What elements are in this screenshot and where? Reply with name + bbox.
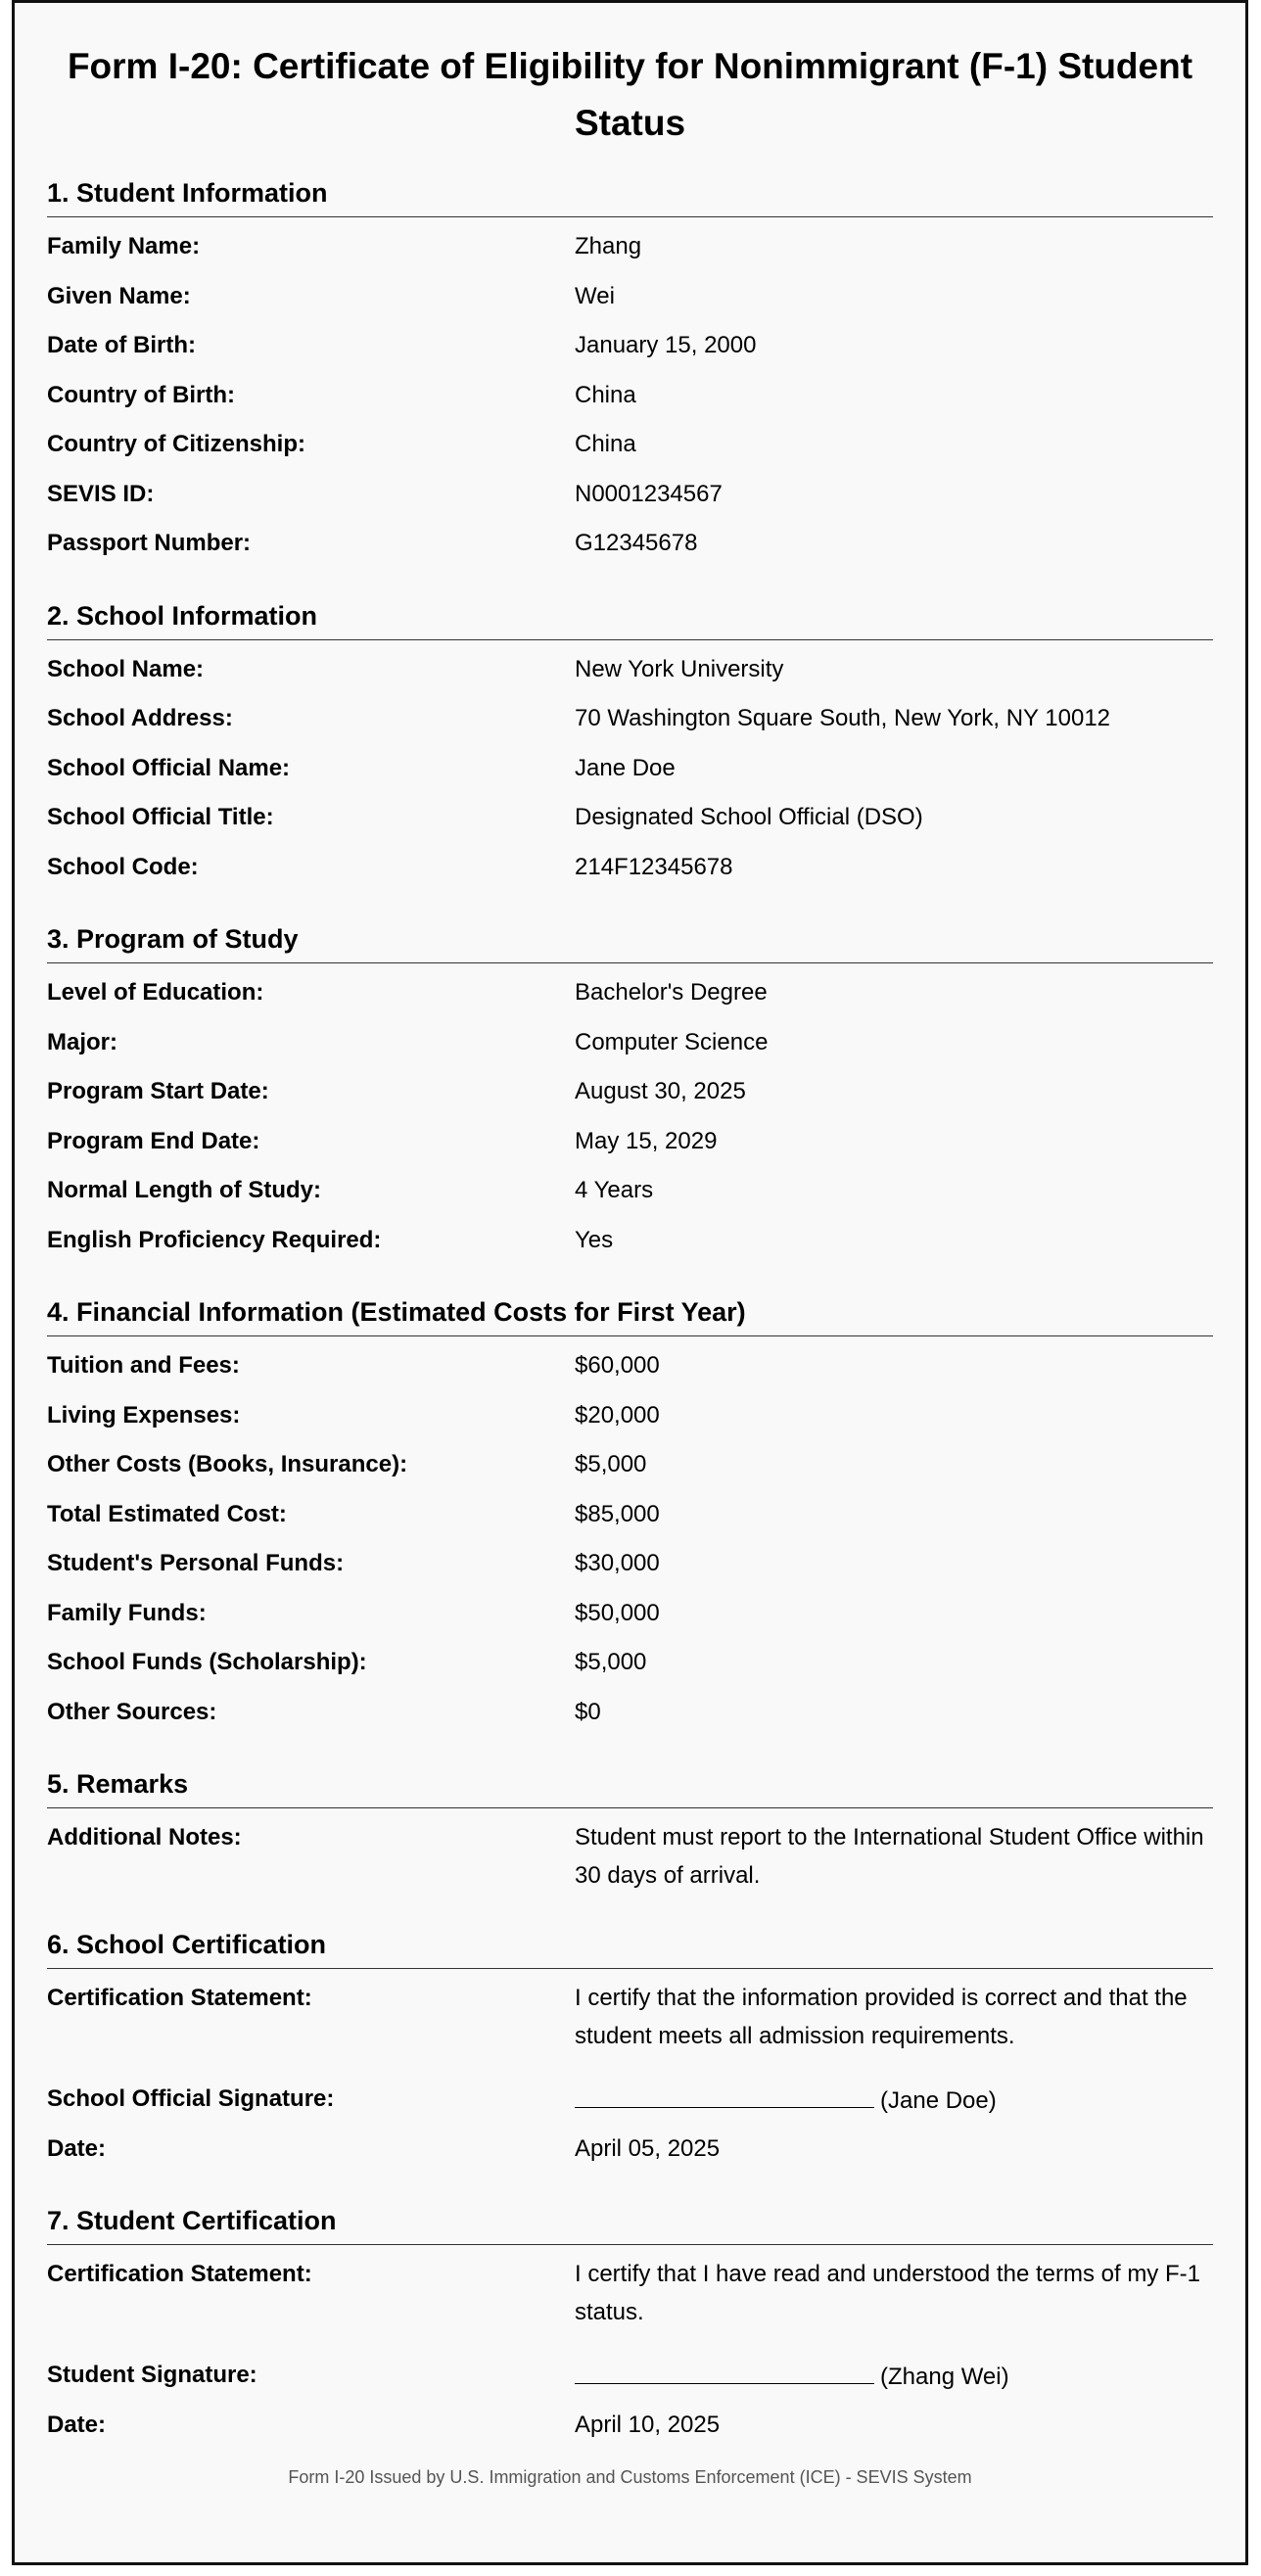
- field-label: Tuition and Fees:: [47, 1352, 240, 1379]
- field-label: SEVIS ID:: [47, 480, 155, 507]
- field-label: Level of Education:: [47, 979, 264, 1006]
- field-label: Certification Statement:: [47, 1985, 312, 2011]
- section-student-information: [47, 175, 1213, 574]
- signature-line: [575, 2356, 874, 2384]
- field-given-name: [47, 277, 1213, 327]
- field-value: $50,000: [575, 1599, 660, 1626]
- field-value: $5,000: [575, 1649, 647, 1675]
- field-value: Wei: [575, 282, 615, 309]
- field-student-certification-date: [47, 2406, 1213, 2456]
- field-value: May 15, 2029: [575, 1127, 718, 1154]
- field-label: Normal Length of Study:: [47, 1177, 321, 1203]
- signature-value: [575, 2080, 1213, 2120]
- field-label: School Official Title:: [47, 804, 274, 830]
- field-level-of-education: [47, 973, 1213, 1023]
- field-personal-funds: [47, 1544, 1213, 1594]
- signature-line: [575, 2080, 874, 2108]
- field-label: Date of Birth:: [47, 332, 196, 358]
- section-heading: 7. Student Certification: [47, 2203, 1213, 2245]
- section-heading: 2. School Information: [47, 598, 1213, 640]
- field-value: 70 Washington Square South, New York, NY 10012: [575, 705, 1111, 731]
- field-label: Certification Statement:: [47, 2261, 312, 2287]
- section-program-of-study: [47, 921, 1213, 1270]
- field-family-funds: [47, 1594, 1213, 1644]
- field-label: School Name:: [47, 655, 205, 682]
- section-heading: 3. Program of Study: [47, 921, 1213, 963]
- field-other-sources: [47, 1693, 1213, 1743]
- field-label: School Official Name:: [47, 754, 291, 781]
- field-passport-number: [47, 524, 1213, 574]
- section-heading: 5. Remarks: [47, 1766, 1213, 1808]
- field-value: Bachelor's Degree: [575, 979, 768, 1006]
- section-financial-information: [47, 1294, 1213, 1742]
- form-footer: Form I-20 Issued by U.S. Immigration and Customs Enforcement (ICE) - SEVIS System: [288, 2467, 972, 2487]
- form-title: Form I-20: Certificate of Eligibility for Nonimmigrant (F-1) Student Status: [67, 46, 1193, 143]
- field-value: G12345678: [575, 530, 698, 556]
- field-label: Passport Number:: [47, 530, 252, 556]
- field-label: Student Signature:: [47, 2362, 257, 2388]
- section-student-certification: [47, 2203, 1213, 2455]
- field-english-proficiency-required: [47, 1221, 1213, 1271]
- field-student-signature: [47, 2356, 1213, 2406]
- field-label: School Funds (Scholarship):: [47, 1649, 367, 1675]
- field-label: Family Funds:: [47, 1599, 207, 1626]
- section-remarks: [47, 1766, 1213, 1902]
- field-school-address: [47, 699, 1213, 749]
- field-label: Given Name:: [47, 282, 191, 309]
- signer-name: (Jane Doe): [880, 2087, 997, 2114]
- field-value: $85,000: [575, 1500, 660, 1527]
- field-program-end-date: [47, 1122, 1213, 1172]
- field-value: New York University: [575, 655, 784, 682]
- field-normal-length-of-study: [47, 1171, 1213, 1221]
- field-other-costs: [47, 1445, 1213, 1495]
- field-value: China: [575, 381, 636, 408]
- field-value: $60,000: [575, 1352, 660, 1379]
- signer-name: (Zhang Wei): [880, 2364, 1009, 2390]
- field-additional-notes: [47, 1818, 1213, 1902]
- field-value: China: [575, 431, 636, 457]
- field-school-funds: [47, 1643, 1213, 1693]
- field-value: I certify that the information provided is correct and that the student meets all admission requirements.: [575, 1985, 1188, 2049]
- field-label: Student's Personal Funds:: [47, 1550, 345, 1576]
- field-value: January 15, 2000: [575, 332, 757, 358]
- field-label: Family Name:: [47, 233, 201, 259]
- field-label: School Address:: [47, 705, 233, 731]
- field-value: Yes: [575, 1226, 614, 1253]
- field-label: Additional Notes:: [47, 1824, 242, 1850]
- field-value: April 10, 2025: [575, 2411, 721, 2438]
- section-heading: 6. School Certification: [47, 1927, 1213, 1969]
- field-school-name: [47, 650, 1213, 700]
- field-value: Jane Doe: [575, 754, 676, 781]
- field-value: Designated School Official (DSO): [575, 804, 923, 830]
- field-label: Country of Citizenship:: [47, 431, 305, 457]
- field-label: Country of Birth:: [47, 381, 235, 408]
- field-school-certification-statement: [47, 1979, 1213, 2080]
- field-value: I certify that I have read and understood the terms of my F-1 status.: [575, 2261, 1200, 2325]
- field-value: Zhang: [575, 233, 642, 259]
- field-value: $30,000: [575, 1550, 660, 1576]
- field-program-start-date: [47, 1072, 1213, 1122]
- field-total-estimated-cost: [47, 1495, 1213, 1545]
- field-label: English Proficiency Required:: [47, 1226, 382, 1253]
- field-value: Student must report to the International Student Office within 30 days of arrival.: [575, 1824, 1204, 1889]
- field-label: Total Estimated Cost:: [47, 1500, 287, 1527]
- field-school-official-signature: [47, 2080, 1213, 2130]
- field-label: Major:: [47, 1028, 117, 1055]
- field-label: School Official Signature:: [47, 2085, 335, 2112]
- field-label: Date:: [47, 2134, 107, 2162]
- signature-value: [575, 2356, 1213, 2396]
- field-living-expenses: [47, 1396, 1213, 1446]
- field-label: Other Sources:: [47, 1698, 217, 1725]
- section-school-certification: [47, 1927, 1213, 2178]
- field-label: Living Expenses:: [47, 1401, 241, 1429]
- field-school-certification-date: [47, 2130, 1213, 2179]
- field-value: $0: [575, 1698, 601, 1725]
- field-sevis-id: [47, 475, 1213, 525]
- field-value: $5,000: [575, 1451, 647, 1477]
- field-country-of-birth: [47, 376, 1213, 426]
- field-label: School Code:: [47, 853, 199, 880]
- field-value: 4 Years: [575, 1177, 654, 1203]
- section-heading: 4. Financial Information (Estimated Costs for First Year): [47, 1294, 1213, 1336]
- field-value: Computer Science: [575, 1028, 769, 1055]
- field-date-of-birth: [47, 326, 1213, 376]
- field-student-certification-statement: [47, 2255, 1213, 2356]
- field-value: August 30, 2025: [575, 1078, 746, 1104]
- field-value: N0001234567: [575, 480, 723, 507]
- field-school-code: [47, 848, 1213, 898]
- section-heading: 1. Student Information: [47, 175, 1213, 217]
- field-country-of-citizenship: [47, 425, 1213, 475]
- field-school-official-title: [47, 798, 1213, 848]
- field-major: [47, 1023, 1213, 1073]
- field-school-official-name: [47, 749, 1213, 799]
- section-school-information: [47, 598, 1213, 898]
- field-label: Program End Date:: [47, 1127, 260, 1154]
- field-value: $20,000: [575, 1401, 660, 1429]
- field-value: April 05, 2025: [575, 2134, 721, 2162]
- field-family-name: [47, 227, 1213, 277]
- field-label: Date:: [47, 2411, 107, 2438]
- field-value: 214F12345678: [575, 853, 733, 880]
- i20-form: [12, 0, 1248, 2565]
- field-label: Program Start Date:: [47, 1078, 269, 1104]
- field-label: Other Costs (Books, Insurance):: [47, 1451, 408, 1477]
- field-tuition-and-fees: [47, 1346, 1213, 1396]
